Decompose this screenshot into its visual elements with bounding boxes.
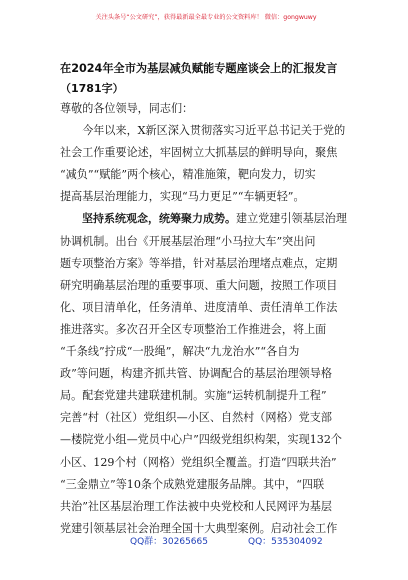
text-line: “千条线”拧成“一股绳”，解决“九龙治水”“各自为 (60, 345, 300, 359)
text-line: 尊敬的各位领导，同志们： (60, 102, 194, 115)
text-line: 局。配套党建共建联建机制。实施“运转机制提升工程” (60, 389, 327, 403)
section-lead: 坚持系统观念，统筹聚力成势。 (60, 212, 236, 226)
text-line: 研究明确基层治理的重要事项、重大问题，按照工作项目 (60, 278, 338, 292)
text-line: 今年以来，X新区深入贯彻落实习近平总书记关于党的 (60, 124, 346, 138)
text-line: 社会工作重要论述，牢固树立大抓基层的鲜明导向，聚焦 (60, 146, 338, 160)
text-line: 题专项整治方案》等举措，针对基层治理堵点难点，定期 (60, 256, 338, 270)
text-line: 协调机制。出台《开展基层治理“小马拉大车”突出问 (60, 234, 316, 248)
word-count: （1781字） (60, 82, 124, 95)
text-line: “减负”“赋能”两个核心，精准施策，靶向发力，切实 (60, 168, 316, 182)
header-banner: 关注头条号“公文研究”，获得最新最全最专业的公文资料库！ 微信：gongwuwy (95, 14, 317, 21)
qq-group-number: QQ群：30265665 (130, 537, 208, 547)
text-line: 推进落实。多次召开全区专项整治工作推进会，将上面 (60, 322, 327, 336)
text-line: 共治”社区基层治理工作法被中央党校和人民网评为基层 (60, 499, 332, 513)
text-line: 化、项目清单化，任务清单、进度清单、责任清单工作法 (60, 300, 338, 314)
text-line: 政”等问题，构建齐抓共管、协调配合的基层治理领导格 (60, 367, 332, 381)
lead-continuation: 建立党建引领基层治理 (236, 212, 347, 226)
qq-number: QQ：535304092 (247, 537, 323, 547)
document-title: 在2024年全市为基层减负赋能专题座谈会上的汇报发言 (60, 62, 338, 75)
paragraph-lead-line (60, 208, 360, 230)
footer-contact (130, 536, 330, 548)
text-line: —楼院党小组—党员中心户”四级党组织构架，实现132个 (60, 433, 343, 447)
text-line: 党建引领基层社会治理全国十大典型案例。启动社会工作 (60, 521, 338, 535)
text-line: 小区、129个村（网格）党组织全覆盖。打造“四联共治” (60, 455, 337, 469)
document-body (60, 98, 360, 540)
text-line: “三金鼎立”等10条个成熟党建服务品牌。其中，“四联 (60, 477, 325, 491)
text-line: 提高基层治理能力，实现“马力更足”“车辆更轻”。 (60, 190, 305, 204)
text-line: 完善“村（社区）党组织—小区、自然村（网格）党支部 (60, 411, 332, 425)
